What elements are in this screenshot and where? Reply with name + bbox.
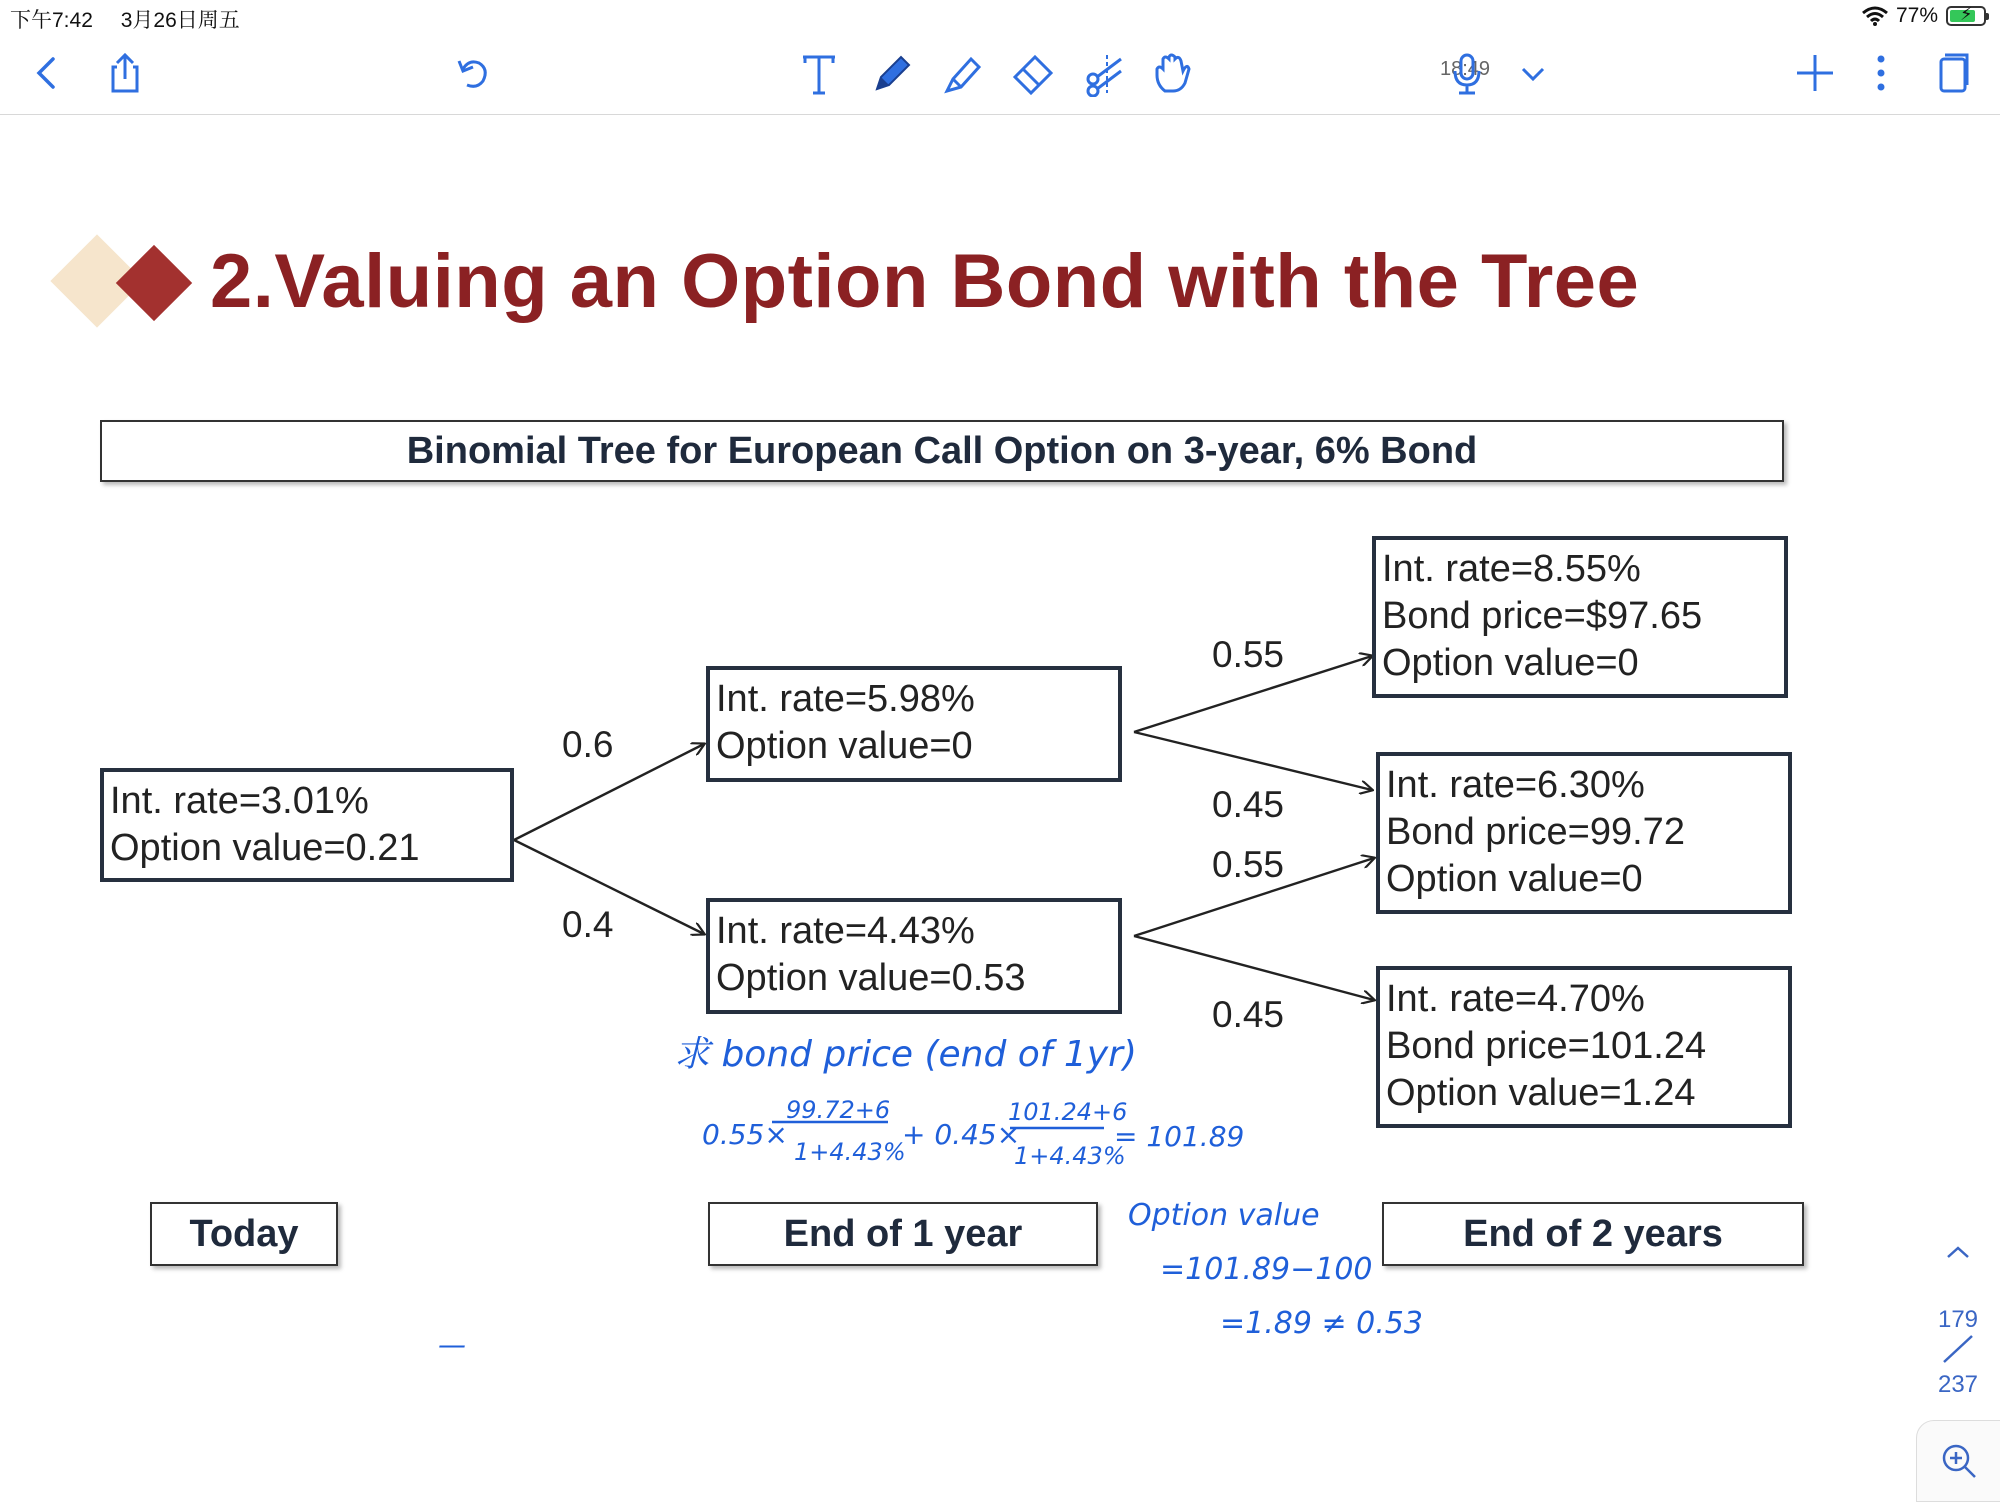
node-text: Bond price=$97.65 bbox=[1382, 595, 1703, 637]
ink-frac2-den: 1+4.43% bbox=[1014, 1142, 1126, 1170]
node-text: Int. rate=8.55% bbox=[1382, 548, 1641, 590]
node-text: Int. rate=5.98% bbox=[716, 678, 975, 720]
ink-frac2-num: 101.24+6 bbox=[1008, 1098, 1128, 1126]
ink-option-value-label: Option value bbox=[1128, 1198, 1320, 1233]
option-value-label: Option value= bbox=[716, 957, 952, 999]
node-text: Option value=0.21 bbox=[110, 827, 420, 869]
tree-title: Binomial Tree for European Call Option on 3-year, 6% Bond bbox=[100, 420, 1784, 482]
page-indicator[interactable] bbox=[1930, 1240, 1986, 1399]
ink-stray-mark: — bbox=[438, 1328, 466, 1361]
label-today: Today bbox=[150, 1202, 338, 1266]
text-tool-icon[interactable] bbox=[790, 44, 848, 102]
battery-percent: 77% bbox=[1895, 4, 1938, 27]
node-year1-up bbox=[706, 666, 1122, 782]
prob-today-down: 0.4 bbox=[562, 904, 614, 945]
share-icon[interactable] bbox=[96, 44, 154, 102]
ink-formula-a: 0.55× bbox=[702, 1118, 788, 1151]
status-time: 下午7:42 bbox=[10, 9, 93, 32]
node-text: Int. rate=6.30% bbox=[1386, 764, 1645, 806]
undo-icon[interactable] bbox=[444, 44, 502, 102]
ink-bond-price-note: 求 bond price (end of 1yr) bbox=[674, 1034, 1137, 1075]
pen-icon[interactable] bbox=[862, 44, 920, 102]
hand-icon[interactable] bbox=[1144, 44, 1202, 102]
node-text: Bond price=101.24 bbox=[1386, 1025, 1707, 1067]
node-text: Option value=0 bbox=[1386, 858, 1643, 900]
label-end-of-1-year: End of 1 year bbox=[708, 1202, 1098, 1266]
eraser-icon[interactable] bbox=[1004, 44, 1062, 102]
node-text: Int. rate=3.01% bbox=[110, 780, 369, 822]
ink-formula-b: + 0.45× bbox=[902, 1118, 1021, 1151]
plus-icon[interactable] bbox=[1786, 44, 1844, 102]
slide-title: 2.Valuing an Option Bond with the Tree bbox=[210, 239, 1640, 324]
scissors-icon[interactable] bbox=[1076, 44, 1134, 102]
prob-down1-down: 0.45 bbox=[1212, 994, 1285, 1035]
node-text: Option value=0 bbox=[1382, 642, 1639, 684]
title-diamond-dark bbox=[116, 245, 192, 321]
prob-down1-up: 0.55 bbox=[1212, 844, 1285, 885]
ink-frac1-den: 1+4.43% bbox=[794, 1138, 906, 1166]
arrow-down1-down bbox=[1134, 936, 1374, 1000]
ink-option-value-calc: =101.89−100 bbox=[1160, 1252, 1373, 1287]
node-year2-uu bbox=[1372, 536, 1788, 698]
node-year2-dd bbox=[1376, 966, 1792, 1128]
node-year1-down bbox=[706, 898, 1122, 1014]
prob-up1-up: 0.55 bbox=[1212, 634, 1285, 675]
label-end-of-2-years: End of 2 years bbox=[1382, 1202, 1804, 1266]
microphone-icon[interactable] bbox=[1438, 44, 1496, 102]
battery-icon: ⚡ bbox=[1946, 6, 1986, 26]
chevron-up-icon[interactable] bbox=[1943, 1243, 1973, 1261]
highlighter-icon[interactable] bbox=[934, 44, 992, 102]
node-text bbox=[716, 955, 1112, 1002]
zoom-in-icon[interactable] bbox=[1939, 1441, 1979, 1481]
chevron-left-icon[interactable] bbox=[18, 44, 76, 102]
ink-frac1-num: 99.72+6 bbox=[786, 1096, 891, 1124]
pages-icon[interactable] bbox=[1924, 44, 1982, 102]
node-text: Option value=1.24 bbox=[1386, 1072, 1696, 1114]
clock-label: 18:49 bbox=[1440, 58, 1491, 80]
chevron-down-icon[interactable] bbox=[1504, 44, 1562, 102]
page-separator-icon bbox=[1938, 1334, 1978, 1364]
toolbar bbox=[0, 34, 2000, 115]
ink-formula-result: = 101.89 bbox=[1114, 1120, 1245, 1153]
prob-up1-down: 0.45 bbox=[1212, 784, 1285, 825]
zoom-button[interactable] bbox=[1916, 1420, 2000, 1502]
node-text: Option value=0 bbox=[716, 725, 973, 767]
more-vertical-icon[interactable] bbox=[1852, 44, 1910, 102]
option-value-amount: 0.53 bbox=[951, 957, 1026, 999]
status-date: 3月26日周五 bbox=[120, 9, 240, 32]
node-text: Int. rate=4.43% bbox=[716, 910, 975, 952]
page-current: 179 bbox=[1937, 1306, 1979, 1333]
wifi-icon bbox=[1862, 6, 1888, 26]
status-bar bbox=[0, 0, 2000, 34]
node-text: Int. rate=4.70% bbox=[1386, 978, 1645, 1020]
page-total: 237 bbox=[1937, 1371, 1979, 1398]
prob-today-up: 0.6 bbox=[562, 724, 614, 765]
node-text: Bond price=99.72 bbox=[1386, 811, 1685, 853]
node-today bbox=[100, 768, 514, 882]
ink-option-value-result: =1.89 ≠ 0.53 bbox=[1220, 1306, 1423, 1341]
arrow-up1-down bbox=[1134, 732, 1372, 790]
node-year2-ud bbox=[1376, 752, 1792, 914]
